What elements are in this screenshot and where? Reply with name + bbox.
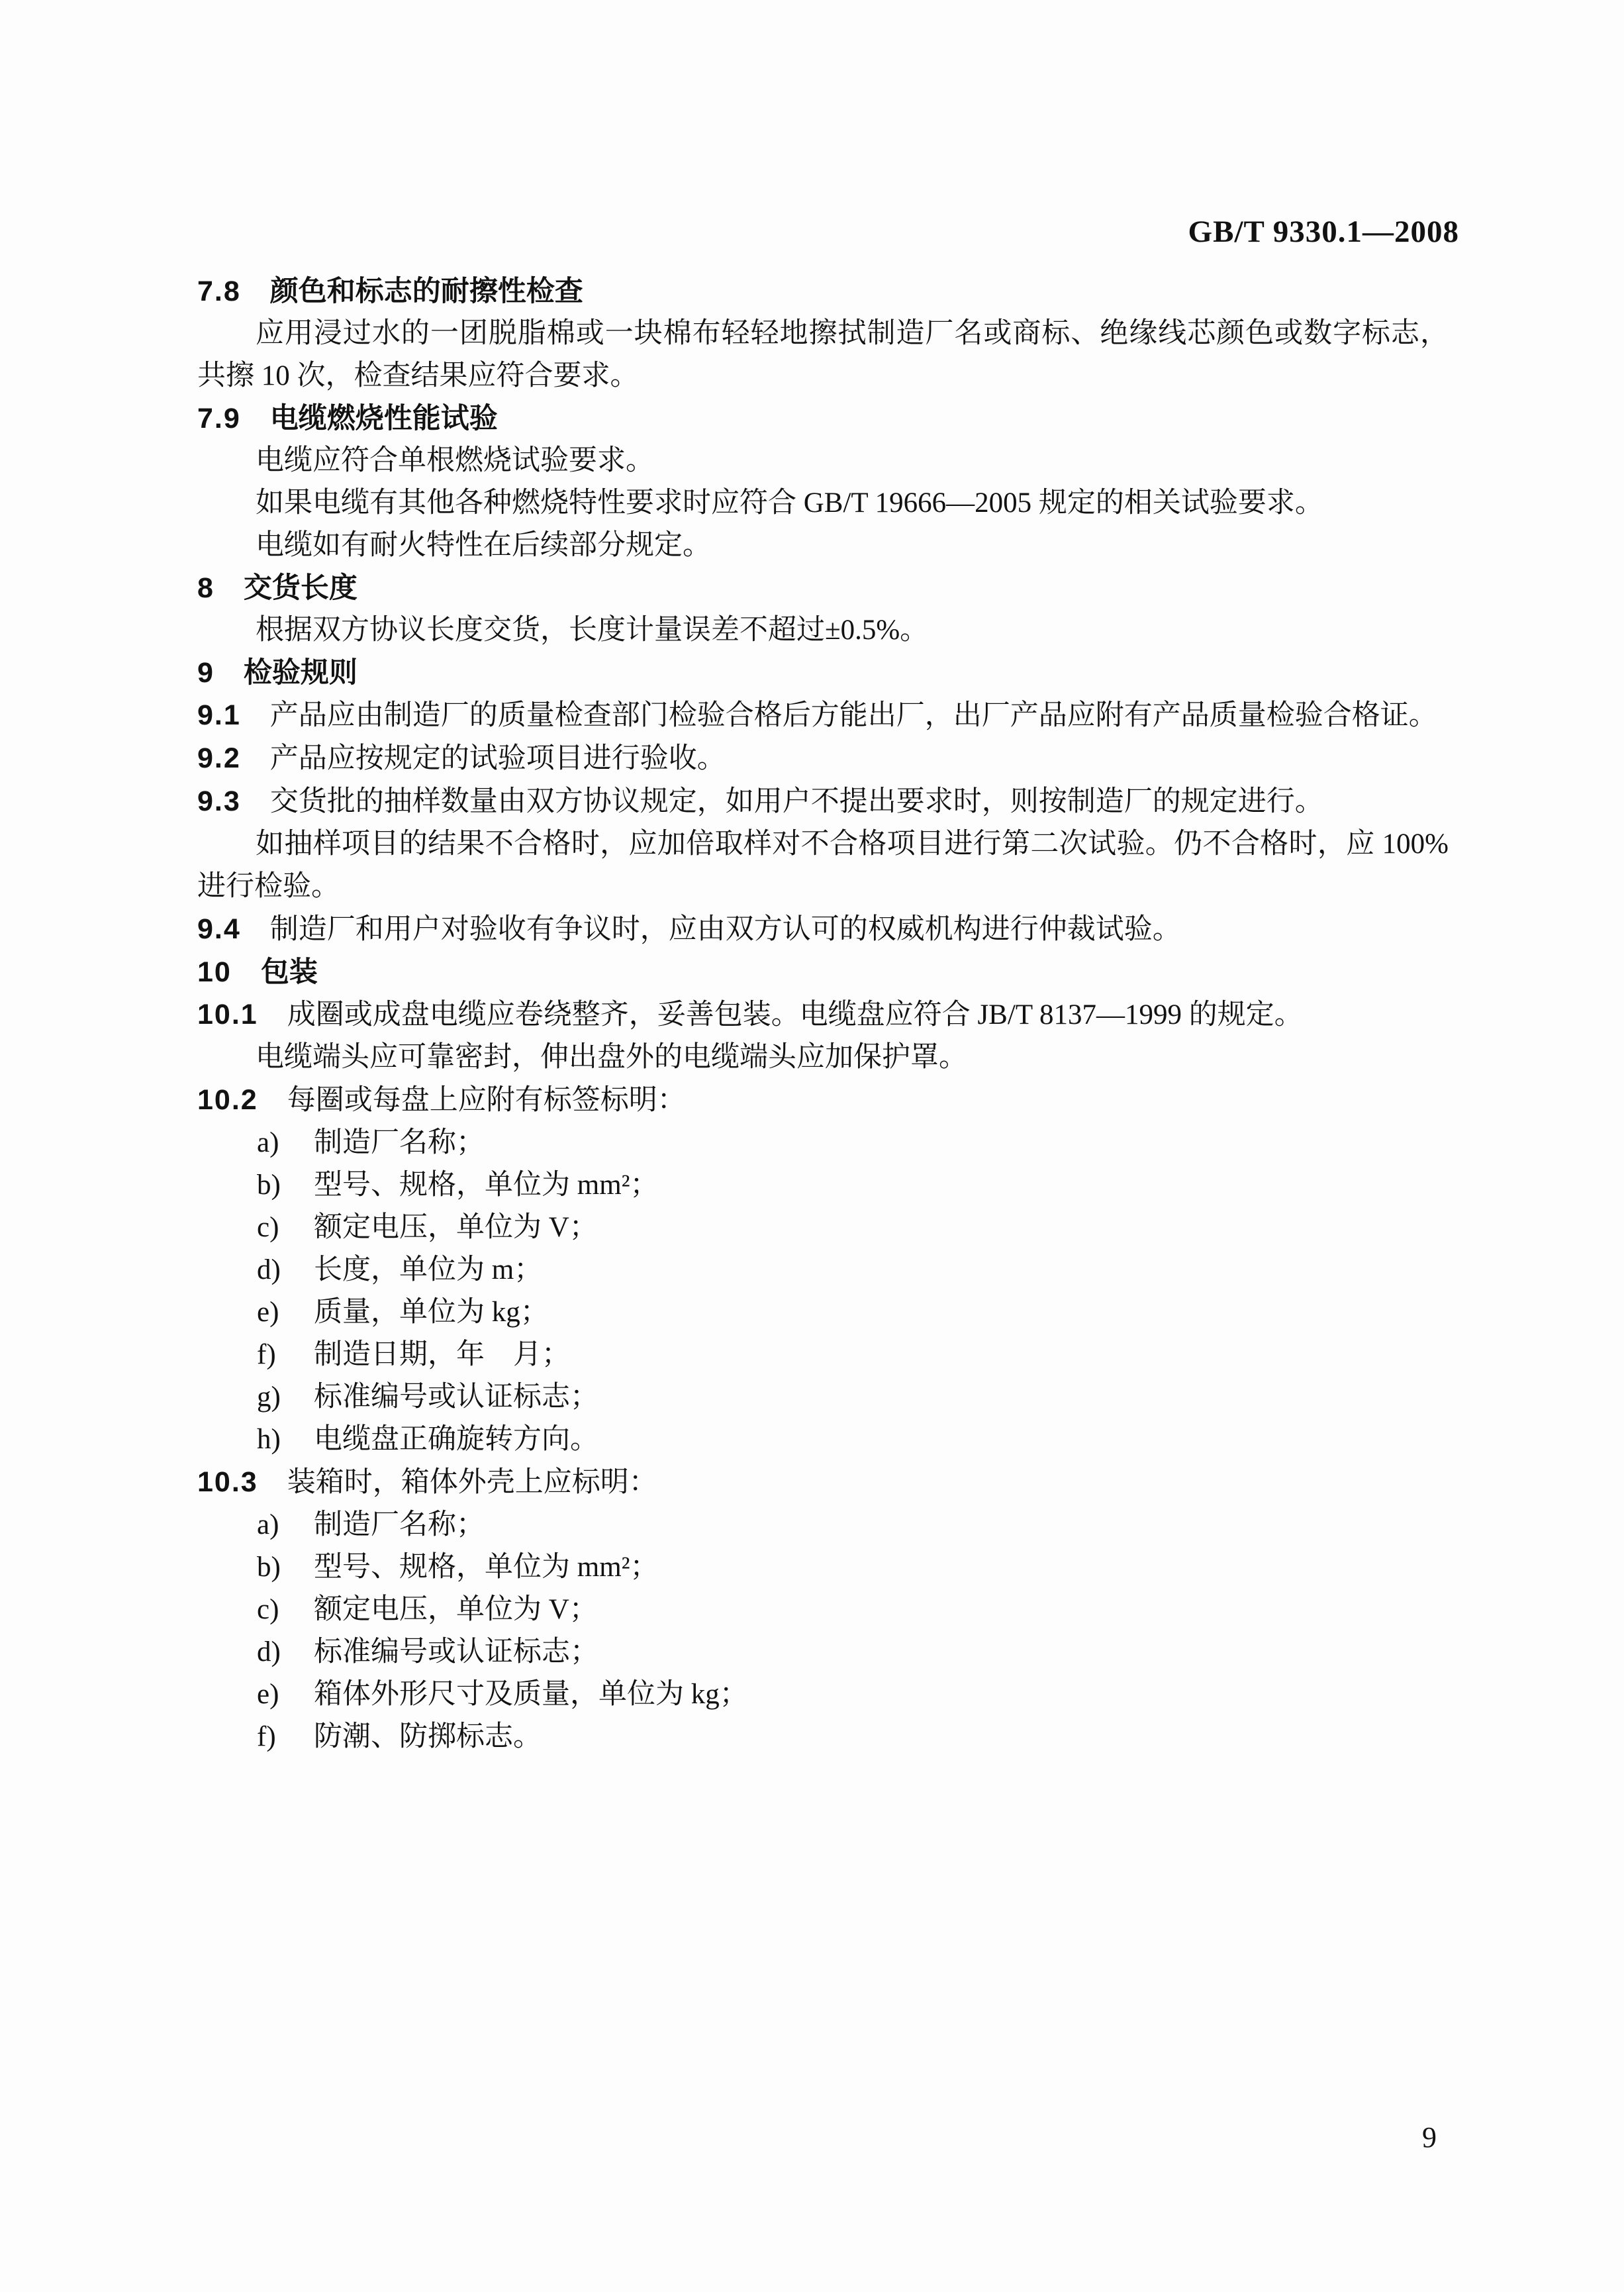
list-item bbox=[197, 1631, 1449, 1673]
clause-number: 10.1 bbox=[197, 999, 258, 1030]
clause-7-9-paragraph-1: 电缆应符合单根燃烧试验要求。 bbox=[256, 445, 654, 476]
clause-number: 7.8 bbox=[197, 275, 241, 307]
clause-text: 每圈或每盘上应附有标签标明： bbox=[287, 1085, 686, 1116]
standard-code: GB/T 9330.1—2008 bbox=[1188, 215, 1459, 249]
clause-9-4 bbox=[197, 908, 1449, 951]
clause-title: 电缆燃烧性能试验 bbox=[269, 403, 498, 434]
list-item-text: 额定电压，单位为 V； bbox=[314, 1212, 598, 1243]
clause-number: 9.3 bbox=[197, 785, 241, 817]
chapter-heading-10 bbox=[197, 951, 1449, 993]
list-item-text: 防潮、防掷标志。 bbox=[314, 1721, 542, 1752]
chapter-title: 检验规则 bbox=[243, 657, 358, 689]
list-item-letter: d) bbox=[257, 1254, 281, 1285]
list-item-letter: g) bbox=[257, 1381, 281, 1413]
clause-text: 交货批的抽样数量由双方协议规定，如用户不提出要求时，则按制造厂的规定进行。 bbox=[269, 786, 1323, 817]
clause-7-9-paragraph-3: 电缆如有耐火特性在后续部分规定。 bbox=[256, 530, 711, 561]
clause-heading-7-9 bbox=[197, 397, 1449, 440]
list-item-letter: h) bbox=[257, 1424, 281, 1455]
list-item-letter: e) bbox=[257, 1679, 279, 1710]
chapter-number: 9 bbox=[197, 657, 215, 689]
list-item bbox=[197, 1122, 1449, 1164]
list-item bbox=[197, 1291, 1449, 1334]
list-item bbox=[197, 1249, 1449, 1291]
clause-10-3 bbox=[197, 1461, 1449, 1504]
chapter-heading-8 bbox=[197, 567, 1449, 609]
clause-number: 9.2 bbox=[197, 742, 241, 774]
clause-heading-7-8 bbox=[197, 270, 1449, 313]
list-item-text: 电缆盘正确旋转方向。 bbox=[314, 1424, 598, 1455]
clause-9-1 bbox=[197, 694, 1449, 737]
list-item-letter: a) bbox=[257, 1509, 279, 1540]
list-item-text: 质量，单位为 kg； bbox=[314, 1297, 549, 1328]
list-item bbox=[197, 1546, 1449, 1589]
clause-number: 7.9 bbox=[197, 403, 241, 434]
clause-10-1 bbox=[197, 993, 1449, 1036]
chapter-heading-9 bbox=[197, 652, 1449, 694]
list-item-letter: e) bbox=[257, 1297, 279, 1328]
page-number: 9 bbox=[1422, 2121, 1437, 2154]
document-body bbox=[197, 270, 1449, 1758]
clause-10-2 bbox=[197, 1079, 1449, 1122]
clause-text: 成圈或成盘电缆应卷绕整齐，妥善包装。电缆盘应符合 JB/T 8137—1999 的规定。 bbox=[287, 999, 1303, 1030]
list-item bbox=[197, 1504, 1449, 1546]
list-item-text: 制造厂名称； bbox=[314, 1509, 485, 1540]
list-item-text: 制造厂名称； bbox=[314, 1127, 485, 1158]
clause-text: 产品应由制造厂的质量检查部门检验合格后方能出厂，出厂产品应附有产品质量检验合格证。 bbox=[269, 700, 1437, 731]
list-item-letter: f) bbox=[257, 1339, 276, 1370]
list-item-letter: b) bbox=[257, 1170, 281, 1201]
clause-10-1-paragraph: 电缆端头应可靠密封，伸出盘外的电缆端头应加保护罩。 bbox=[256, 1042, 967, 1073]
list-item-letter: c) bbox=[257, 1594, 279, 1625]
clause-text: 装箱时，箱体外壳上应标明： bbox=[287, 1467, 657, 1498]
list-item-letter: d) bbox=[257, 1636, 281, 1668]
clause-number: 9.4 bbox=[197, 913, 241, 945]
list-item-letter: b) bbox=[257, 1552, 281, 1583]
clause-9-2 bbox=[197, 737, 1449, 780]
list-item-text: 额定电压，单位为 V； bbox=[314, 1594, 598, 1625]
list-item bbox=[197, 1589, 1449, 1631]
list-item bbox=[197, 1164, 1449, 1207]
list-item bbox=[197, 1716, 1449, 1758]
list-item-text: 标准编号或认证标志； bbox=[314, 1381, 598, 1413]
list-item bbox=[197, 1673, 1449, 1716]
clause-text: 产品应按规定的试验项目进行验收。 bbox=[269, 743, 726, 774]
clause-7-9-paragraph-2: 如果电缆有其他各种燃烧特性要求时应符合 GB/T 19666—2005 规定的相关试验要求。 bbox=[256, 487, 1323, 519]
list-item-text: 型号、规格，单位为 mm²； bbox=[314, 1552, 659, 1583]
list-item bbox=[197, 1419, 1449, 1461]
chapter-title: 交货长度 bbox=[243, 572, 358, 604]
clause-number: 10.2 bbox=[197, 1084, 258, 1116]
list-item-text: 制造日期，年 月； bbox=[314, 1339, 570, 1370]
clause-number: 10.3 bbox=[197, 1466, 258, 1498]
list-item-text: 标准编号或认证标志； bbox=[314, 1636, 598, 1668]
list-item-letter: f) bbox=[257, 1721, 276, 1752]
clause-text: 制造厂和用户对验收有争议时，应由双方认可的权威机构进行仲裁试验。 bbox=[269, 914, 1181, 945]
list-item-text: 箱体外形尺寸及质量，单位为 kg； bbox=[314, 1679, 748, 1710]
list-item-text: 长度，单位为 m； bbox=[314, 1254, 543, 1285]
chapter-8-paragraph: 根据双方协议长度交货，长度计量误差不超过±0.5%。 bbox=[256, 615, 929, 646]
list-item bbox=[197, 1334, 1449, 1376]
clause-title: 颜色和标志的耐擦性检查 bbox=[269, 275, 583, 307]
list-item-text: 型号、规格，单位为 mm²； bbox=[314, 1170, 659, 1201]
chapter-number: 10 bbox=[197, 956, 232, 988]
clause-7-8-paragraph: 应用浸过水的一团脱脂棉或一块棉布轻轻地擦拭制造厂名或商标、绝缘线芯颜色或数字标志，共擦 10 次，检查结果应符合要求。 bbox=[197, 318, 1449, 391]
chapter-title: 包装 bbox=[260, 956, 318, 988]
chapter-number: 8 bbox=[197, 572, 215, 604]
clause-9-3-paragraph: 如抽样项目的结果不合格时，应加倍取样对不合格项目进行第二次试验。仍不合格时，应 100%进行检验。 bbox=[197, 828, 1449, 902]
list-item bbox=[197, 1207, 1449, 1249]
clause-9-3 bbox=[197, 780, 1449, 823]
list-item bbox=[197, 1376, 1449, 1419]
list-item-letter: c) bbox=[257, 1212, 279, 1243]
list-item-letter: a) bbox=[257, 1127, 279, 1158]
clause-number: 9.1 bbox=[197, 699, 241, 731]
